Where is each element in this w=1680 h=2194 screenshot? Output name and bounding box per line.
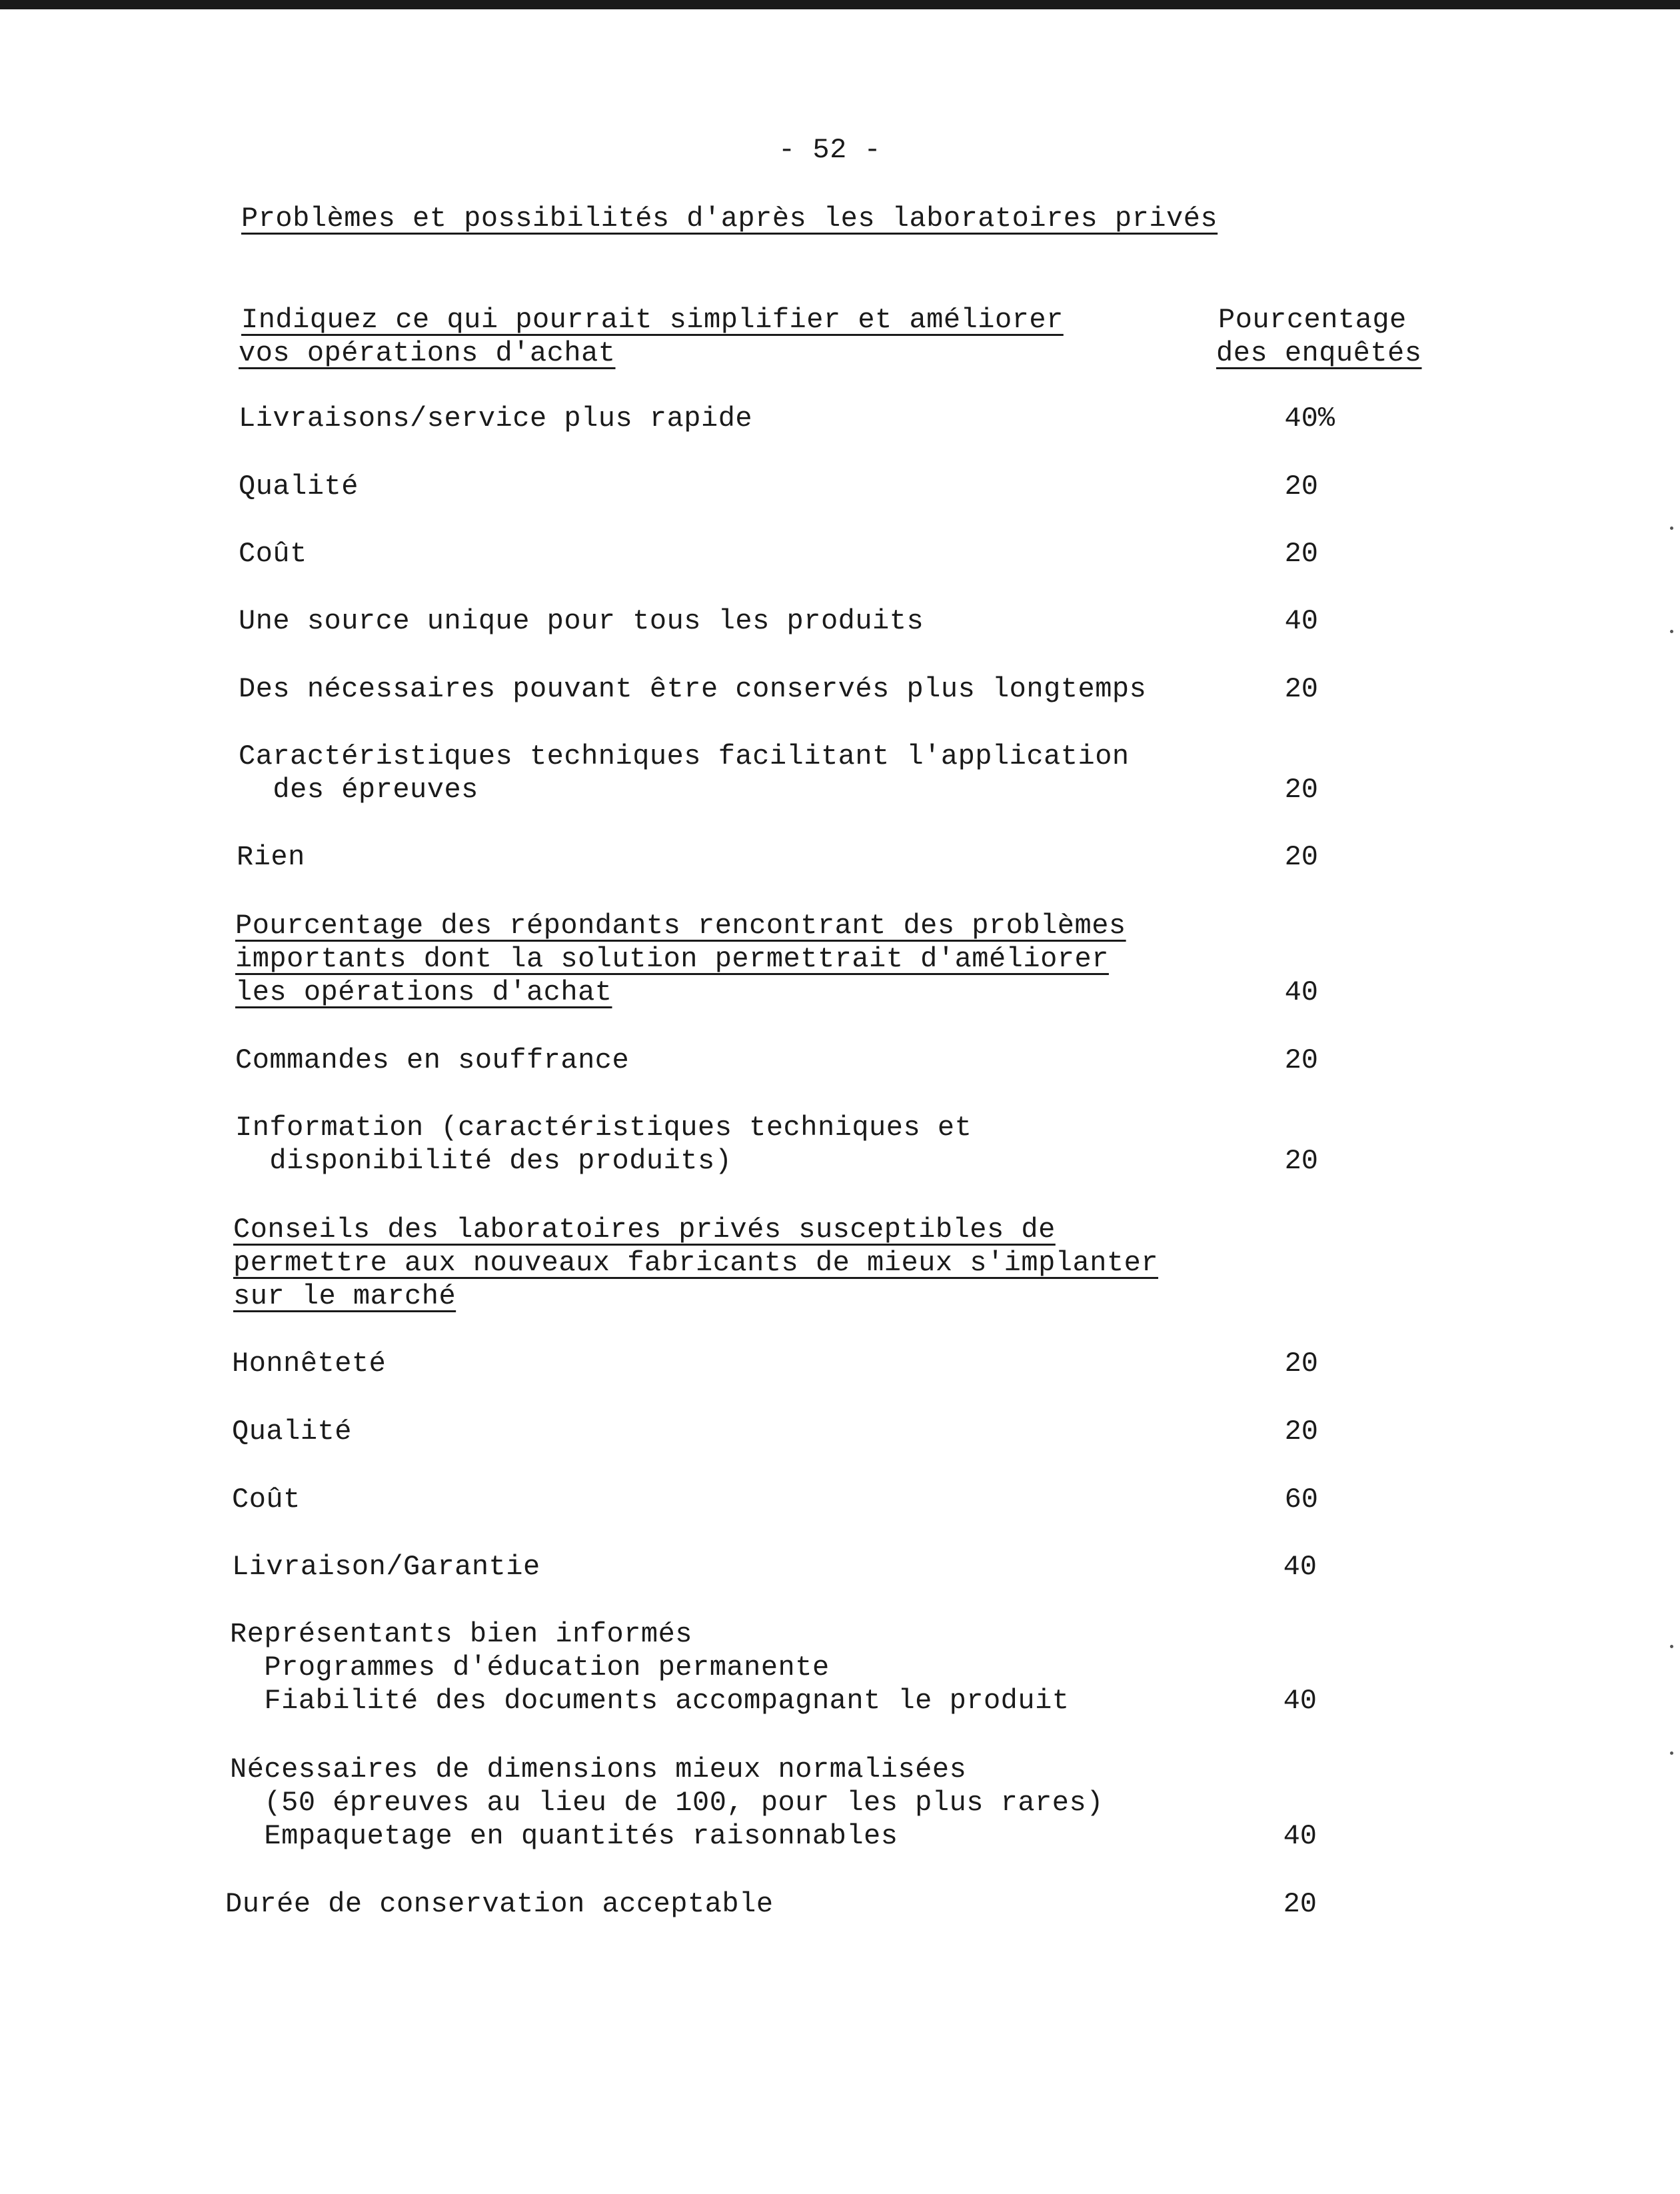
row-label: (50 épreuves au lieu de 100, pour les plus rares)	[230, 1787, 1104, 1819]
section1-heading-line1: Indiquez ce qui pourrait simplifier et améliorer	[241, 304, 1064, 336]
section1-heading-line2: vos opérations d'achat	[239, 337, 616, 369]
row-label: Coût	[232, 1484, 301, 1516]
section2-heading-line3: les opérations d'achat	[235, 976, 612, 1008]
row-value: 40	[1283, 1685, 1317, 1717]
row-label: Commandes en souffrance	[235, 1044, 630, 1076]
row-value: 60	[1284, 1484, 1318, 1516]
section2-heading-value: 40	[1284, 976, 1318, 1008]
row-value: 20	[1284, 1416, 1318, 1448]
row-label: Une source unique pour tous les produits	[239, 605, 924, 637]
row-value: 40	[1284, 605, 1318, 637]
row-value: 40	[1283, 1820, 1317, 1852]
row-value: 20	[1284, 1348, 1318, 1380]
section3-heading-line3: sur le marché	[233, 1280, 456, 1312]
scan-top-border	[0, 0, 1680, 9]
page-number: - 52 -	[778, 134, 882, 166]
row-label: des épreuves	[239, 774, 478, 806]
section2-heading-line1: Pourcentage des répondants rencontrant des problèmes	[235, 910, 1126, 942]
section2-heading-line2: importants dont la solution permettrait d'améliorer	[235, 943, 1109, 975]
row-label: Nécessaires de dimensions mieux normalisées	[230, 1753, 967, 1785]
scan-speck	[1670, 1645, 1673, 1648]
column-header-line1: Pourcentage	[1218, 304, 1407, 336]
row-value: 20	[1284, 673, 1318, 705]
row-value: 20	[1284, 774, 1318, 806]
row-value: 20	[1284, 841, 1318, 873]
row-label: Des nécessaires pouvant être conservés plus longtemps	[239, 673, 1147, 705]
row-value: 20	[1284, 538, 1318, 570]
scan-speck	[1670, 630, 1673, 633]
row-label: Caractéristiques techniques facilitant l'application	[239, 740, 1130, 772]
row-value: 20	[1283, 1888, 1317, 1920]
row-value: 40	[1283, 1551, 1317, 1583]
row-label: Honnêteté	[232, 1348, 387, 1380]
row-value: 40%	[1284, 403, 1335, 435]
row-label: Coût	[239, 538, 307, 570]
row-value: 20	[1284, 471, 1318, 503]
row-label: Durée de conservation acceptable	[225, 1888, 774, 1920]
page-title: Problèmes et possibilités d'après les laboratoires privés	[241, 203, 1218, 235]
row-label: Qualité	[232, 1416, 352, 1448]
row-label: Programmes d'éducation permanente	[230, 1651, 830, 1683]
row-label: Rien	[237, 841, 305, 873]
row-label: Qualité	[239, 471, 359, 503]
section3-heading-line2: permettre aux nouveaux fabricants de mieux s'implanter	[233, 1247, 1159, 1279]
section3-heading-line1: Conseils des laboratoires privés susceptibles de	[233, 1214, 1056, 1246]
row-label: Fiabilité des documents accompagnant le produit	[230, 1685, 1070, 1717]
row-label: disponibilité des produits)	[235, 1145, 732, 1177]
row-label: Livraison/Garantie	[232, 1551, 540, 1583]
row-label: Empaquetage en quantités raisonnables	[230, 1820, 898, 1852]
scan-speck	[1670, 1751, 1673, 1755]
scan-speck	[1670, 527, 1673, 530]
column-header-line2: des enquêtés	[1216, 337, 1422, 369]
row-label: Représentants bien informés	[230, 1618, 693, 1650]
row-label: Information (caractéristiques techniques et	[235, 1112, 972, 1144]
row-value: 20	[1284, 1044, 1318, 1076]
row-label: Livraisons/service plus rapide	[239, 403, 753, 435]
row-value: 20	[1284, 1145, 1318, 1177]
